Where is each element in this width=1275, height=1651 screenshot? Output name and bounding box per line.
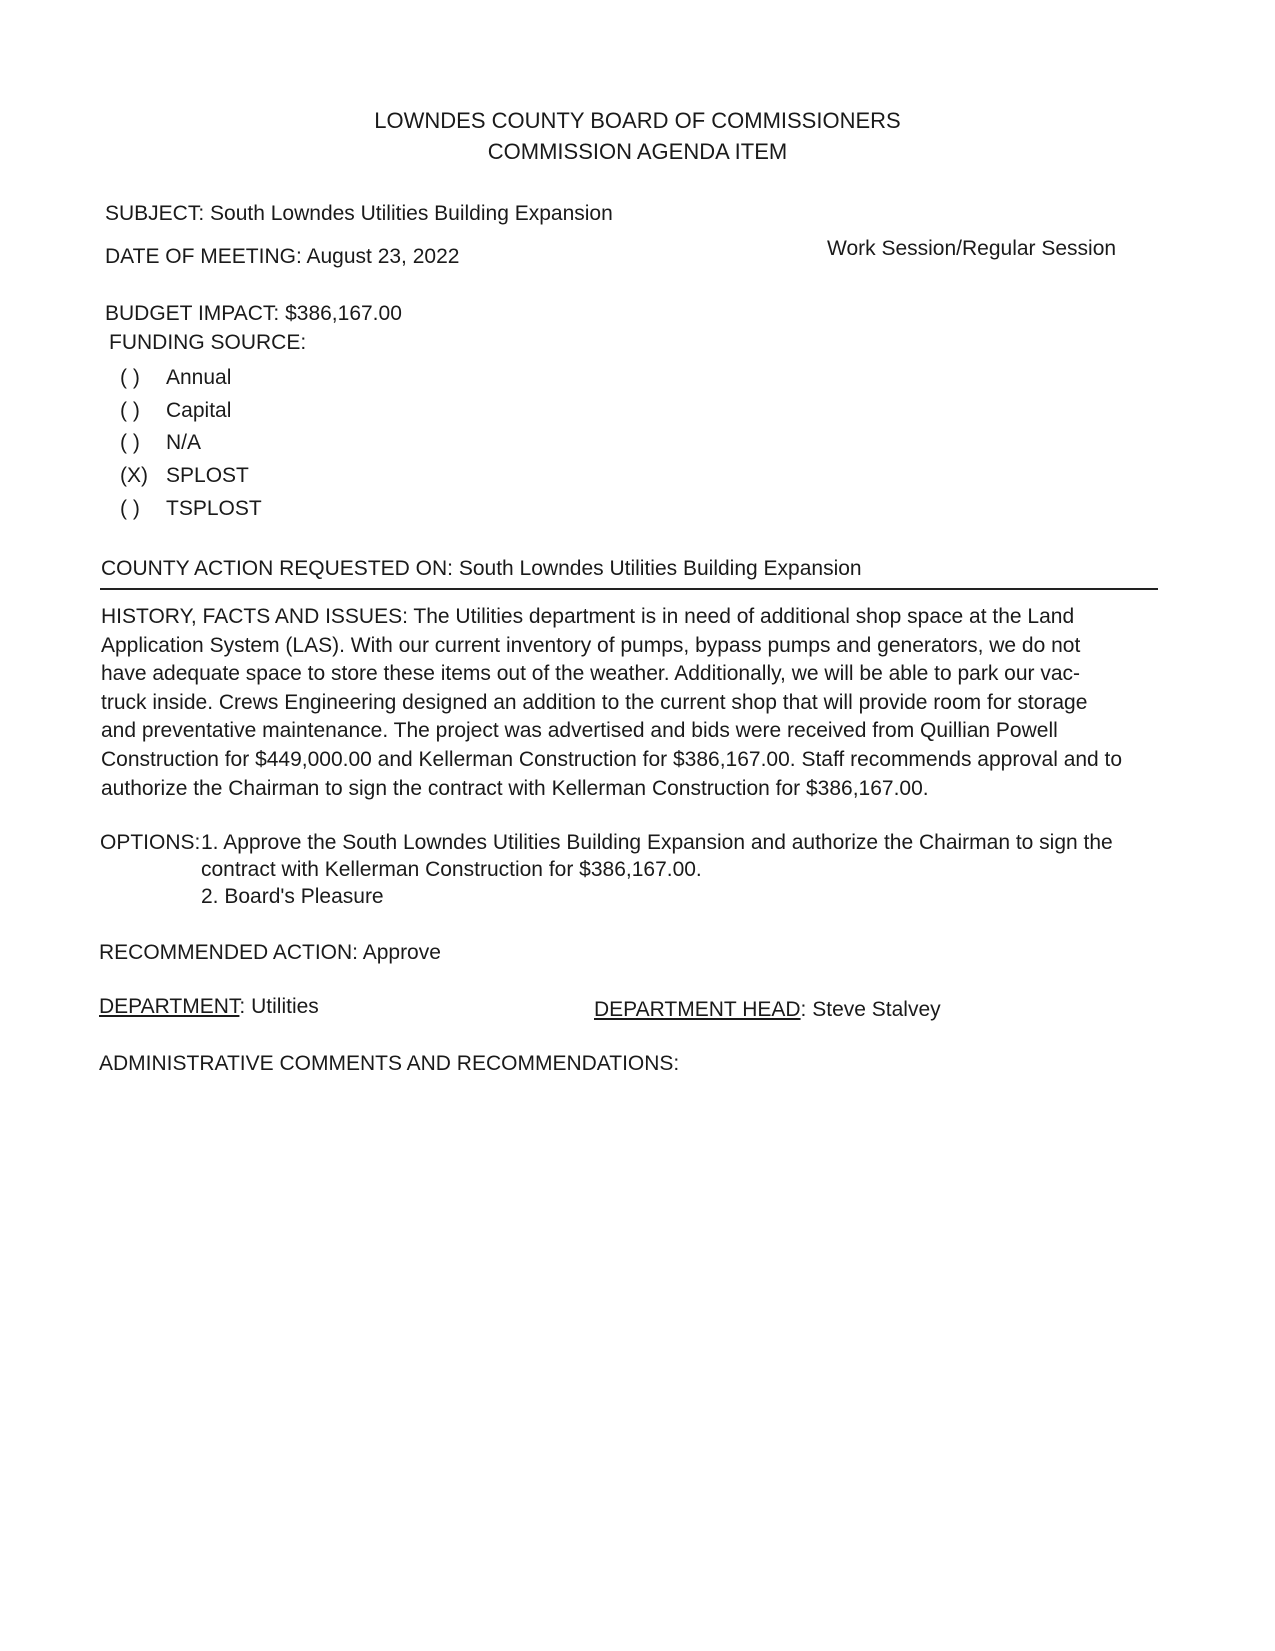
section-divider — [100, 588, 1158, 590]
subject-label: SUBJECT: — [105, 202, 205, 225]
subject-value: South Lowndes Utilities Building Expansion — [210, 202, 613, 225]
option-1-line-1: 1. Approve the South Lowndes Utilities Building Expansion and authorize the Chairman to sign the — [201, 831, 1113, 854]
action-requested-label: COUNTY ACTION REQUESTED ON: — [101, 557, 453, 580]
history-line: and preventative maintenance. The project was advertised and bids were received from Quillian Powell — [101, 719, 1058, 743]
history-line: truck inside. Crews Engineering designed an addition to the current shop that will provide room for storage — [101, 690, 1088, 714]
history-line: have adequate space to store these items out of the weather. Additionally, we will be able to park our vac- — [101, 662, 1081, 686]
recommended-action-field — [99, 940, 441, 965]
department-head-colon: : — [800, 998, 807, 1021]
funding-checkbox-annual: ( ) — [120, 366, 140, 389]
history-line: Construction for $449,000.00 and Kellerman Construction for $386,167.00. Staff recommends approval and to — [101, 747, 1123, 771]
department-label: DEPARTMENT — [99, 995, 240, 1018]
department-head-label: DEPARTMENT HEAD — [594, 998, 801, 1021]
budget-impact-field — [105, 301, 402, 326]
budget-impact-label: BUDGET IMPACT: — [105, 302, 280, 325]
funding-name-na: N/A — [166, 431, 202, 454]
budget-impact-value: $386,167.00 — [285, 302, 402, 325]
department-head-field — [594, 997, 941, 1022]
subject-field — [105, 201, 613, 226]
history-line: HISTORY, FACTS AND ISSUES: The Utilities department is in need of additional shop space at the Land — [101, 605, 1075, 628]
history-paragraph — [101, 603, 1171, 803]
meeting-date-field — [105, 244, 459, 269]
department-head-value: Steve Stalvey — [812, 998, 941, 1021]
recommended-action-value: Approve — [362, 941, 441, 964]
funding-name-splost: SPLOST — [166, 464, 249, 487]
funding-item-splost — [120, 463, 249, 488]
funding-checkbox-capital: ( ) — [120, 399, 140, 422]
department-field — [99, 994, 319, 1019]
action-requested-value: South Lowndes Utilities Building Expansion — [458, 557, 862, 580]
department-colon: : — [239, 995, 246, 1018]
funding-checkbox-tsplost: ( ) — [120, 497, 140, 520]
funding-item-capital — [120, 398, 231, 423]
funding-source-label: FUNDING SOURCE: — [109, 331, 307, 354]
meeting-date-label: DATE OF MEETING: — [105, 245, 302, 268]
session-type: Work Session/Regular Session — [827, 237, 1117, 260]
funding-name-annual: Annual — [166, 366, 232, 389]
history-line: Application System (LAS). With our current inventory of pumps, bypass pumps and generators, we do not — [101, 633, 1081, 657]
recommended-action-label: RECOMMENDED ACTION: — [99, 941, 359, 964]
document-title: LOWNDES COUNTY BOARD OF COMMISSIONERS — [374, 108, 901, 133]
action-requested-field — [101, 556, 862, 581]
funding-checkbox-splost: (X) — [120, 464, 148, 487]
department-value: Utilities — [251, 995, 319, 1018]
funding-name-capital: Capital — [166, 399, 232, 422]
funding-item-annual — [120, 365, 231, 390]
option-2: 2. Board's Pleasure — [201, 885, 384, 908]
funding-name-tsplost: TSPLOST — [166, 497, 262, 520]
options-label: OPTIONS: — [100, 831, 201, 854]
funding-item-tsplost — [120, 496, 262, 521]
option-1-line-2: contract with Kellerman Construction for $386,167.00. — [201, 858, 702, 881]
funding-item-na — [120, 430, 201, 455]
admin-comments-label: ADMINISTRATIVE COMMENTS AND RECOMMENDATIONS: — [99, 1052, 680, 1075]
meeting-date-value: August 23, 2022 — [306, 245, 460, 268]
funding-checkbox-na: ( ) — [120, 431, 140, 454]
history-line: authorize the Chairman to sign the contract with Kellerman Construction for $386,167.00. — [101, 776, 929, 800]
document-subtitle: COMMISSION AGENDA ITEM — [487, 139, 788, 164]
